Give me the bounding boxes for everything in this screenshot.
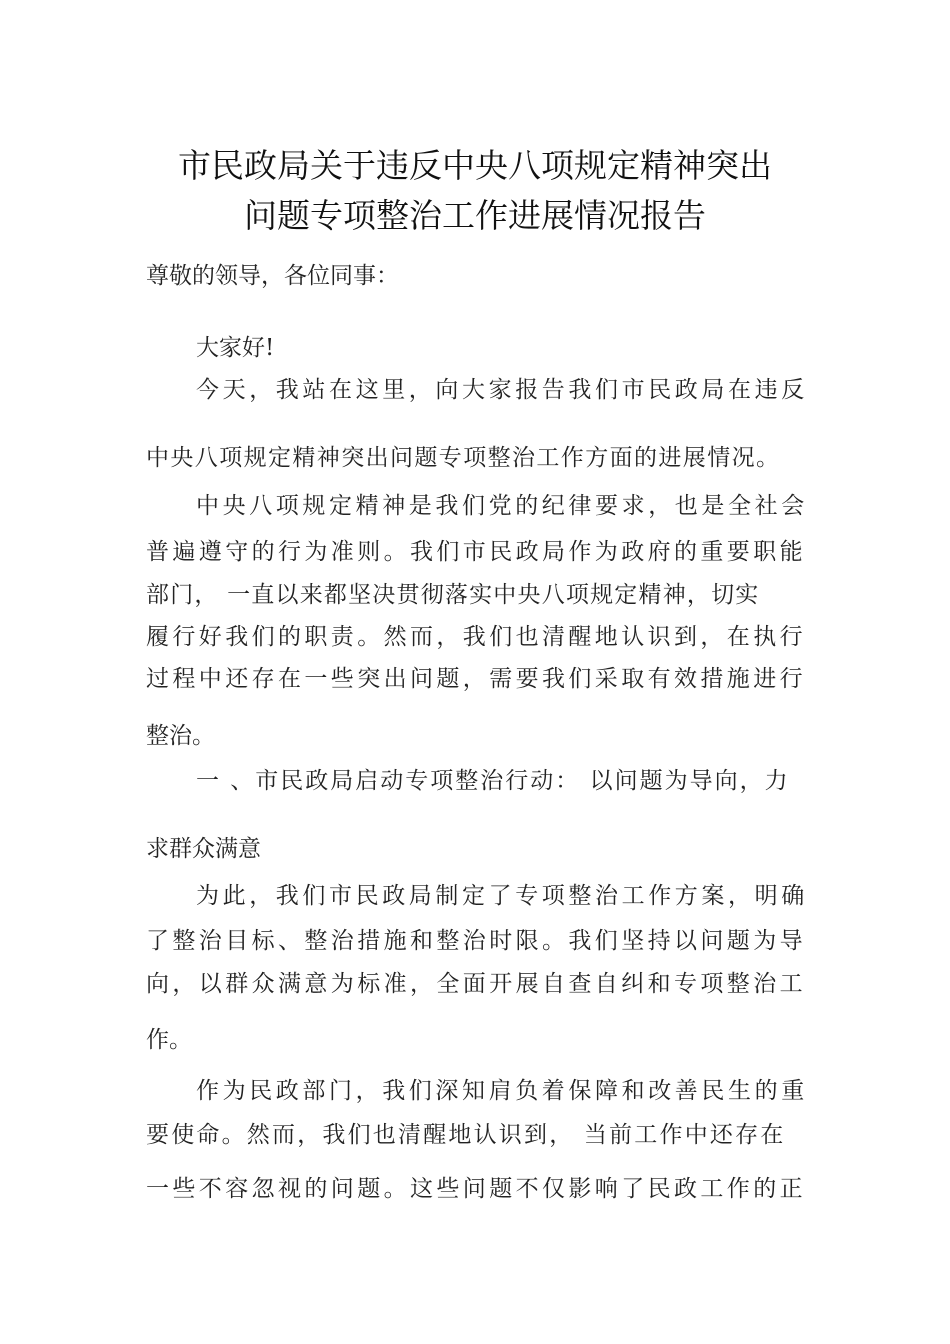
paragraph-line: 部门， 一直以来都坚决贯彻落实中央八项规定精神，切实: [146, 582, 760, 608]
paragraph-line: 向，以群众满意为标准，全面开展自查自纠和专项整治工: [146, 971, 806, 997]
paragraph-line: 为此，我们市民政局制定了专项整治工作方案，明确: [196, 883, 808, 909]
paragraph-line: 今天，我站在这里，向大家报告我们市民政局在违反: [196, 377, 808, 403]
paragraph-line: 中央八项规定精神突出问题专项整治工作方面的进展情况。: [146, 445, 781, 471]
section-heading-line: 求群众满意: [146, 836, 261, 862]
paragraph-line: 作。: [146, 1027, 192, 1053]
paragraph-line: 整治。: [146, 723, 215, 749]
greeting: 大家好!: [196, 335, 275, 361]
paragraph-line: 中央八项规定精神是我们党的纪律要求，也是全社会: [196, 493, 808, 519]
paragraph-line: 履行好我们的职责。然而，我们也清醒地认识到，在执行: [146, 624, 806, 650]
section-heading-line: 一 、市民政局启动专项整治行动： 以问题为导向，力: [196, 768, 790, 794]
paragraph-line: 要使命。然而，我们也清醒地认识到， 当前工作中还存在: [146, 1122, 786, 1148]
title-line-2: 问题专项整治工作进展情况报告: [244, 196, 706, 235]
paragraph-line: 一些不容忽视的问题。这些问题不仅影响了民政工作的正: [146, 1176, 806, 1202]
title-line-1: 市民政局关于违反中央八项规定精神突出: [178, 146, 772, 185]
paragraph-line: 过程中还存在一些突出问题，需要我们采取有效措施进行: [146, 666, 806, 692]
paragraph-line: 作为民政部门，我们深知肩负着保障和改善民生的重: [196, 1078, 808, 1104]
paragraph-line: 普遍遵守的行为准则。我们市民政局作为政府的重要职能: [146, 539, 806, 565]
paragraph-line: 了整治目标、整治措施和整治时限。我们坚持以问题为导: [146, 928, 806, 954]
salutation: 尊敬的领导，各位同事：: [146, 263, 399, 289]
